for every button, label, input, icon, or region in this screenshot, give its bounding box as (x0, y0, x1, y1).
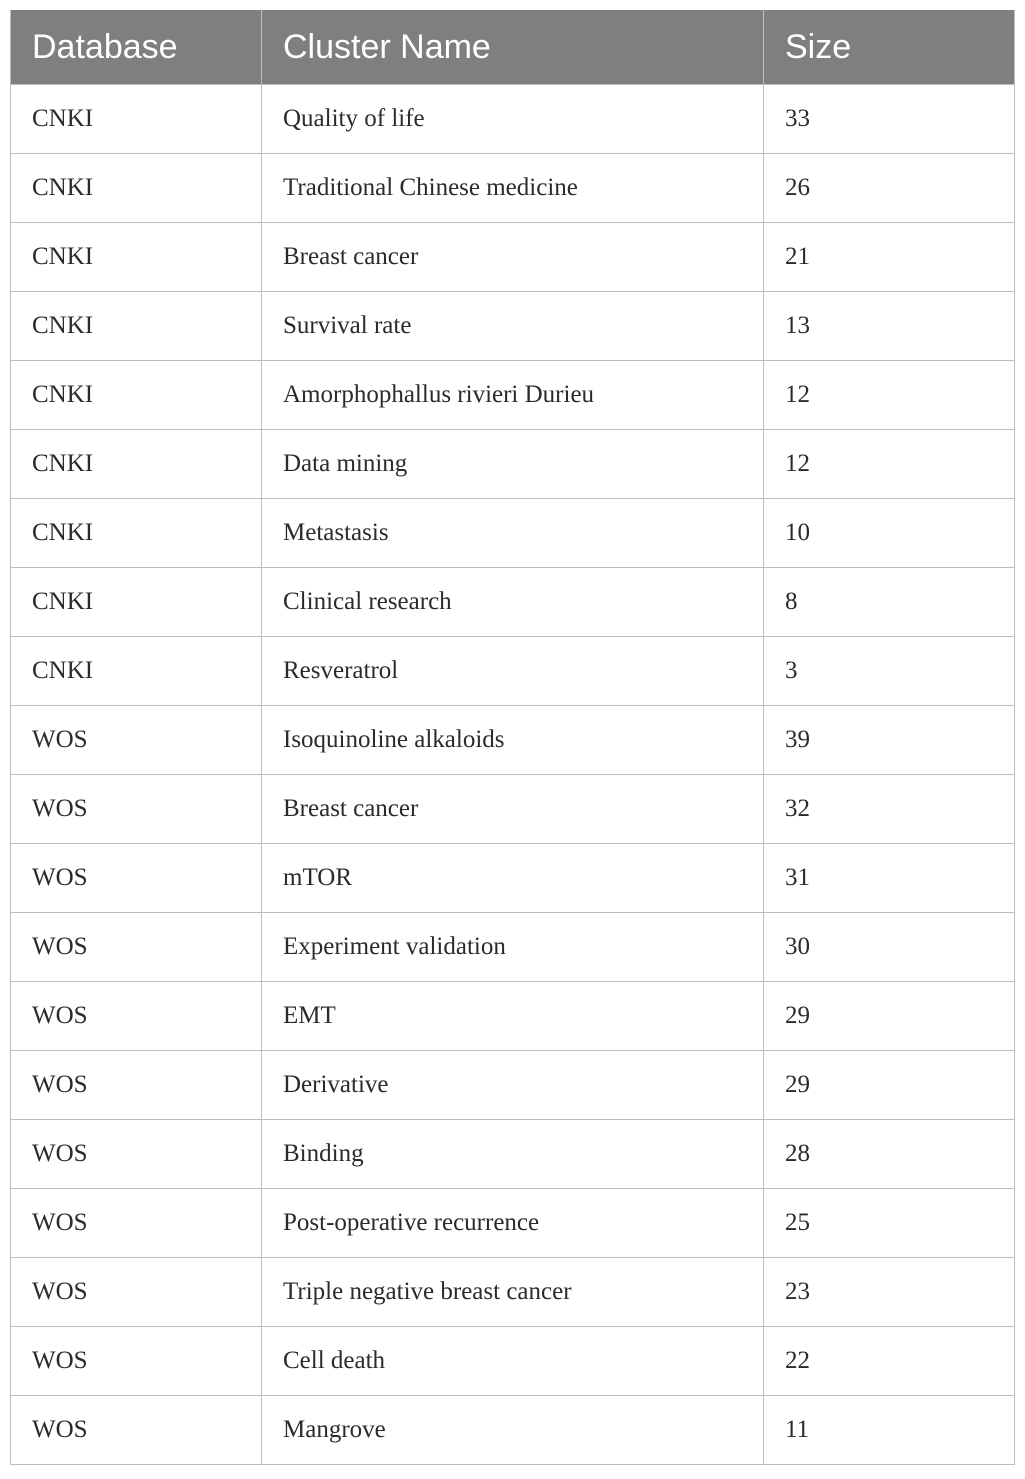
cell-cluster-name: Traditional Chinese medicine (262, 154, 764, 223)
cell-size: 30 (764, 913, 1015, 982)
cell-size: 23 (764, 1258, 1015, 1327)
cell-size: 29 (764, 982, 1015, 1051)
cell-database: WOS (11, 1396, 262, 1465)
table-row (11, 1120, 1015, 1189)
cell-cluster-name: Post-operative recurrence (262, 1189, 764, 1258)
cell-cluster-name: Derivative (262, 1051, 764, 1120)
cell-database: CNKI (11, 223, 262, 292)
header-database: Database (11, 10, 262, 85)
table-row (11, 430, 1015, 499)
cell-cluster-name: Breast cancer (262, 223, 764, 292)
cell-database: WOS (11, 1327, 262, 1396)
cell-database: WOS (11, 913, 262, 982)
cell-size: 26 (764, 154, 1015, 223)
cell-cluster-name: Binding (262, 1120, 764, 1189)
cell-cluster-name: Metastasis (262, 499, 764, 568)
table-row (11, 154, 1015, 223)
cell-size: 32 (764, 775, 1015, 844)
table-row (11, 1258, 1015, 1327)
cell-database: CNKI (11, 430, 262, 499)
table-row (11, 568, 1015, 637)
cell-cluster-name: Survival rate (262, 292, 764, 361)
cell-size: 3 (764, 637, 1015, 706)
cell-database: CNKI (11, 85, 262, 154)
cell-size: 25 (764, 1189, 1015, 1258)
header-row (11, 10, 1015, 85)
cell-database: WOS (11, 706, 262, 775)
table-row (11, 982, 1015, 1051)
table-row (11, 1396, 1015, 1465)
cell-cluster-name: EMT (262, 982, 764, 1051)
cell-cluster-name: Triple negative breast cancer (262, 1258, 764, 1327)
table-row (11, 844, 1015, 913)
table-row (11, 706, 1015, 775)
cell-cluster-name: Cell death (262, 1327, 764, 1396)
cell-database: WOS (11, 982, 262, 1051)
cell-cluster-name: Clinical research (262, 568, 764, 637)
cell-database: CNKI (11, 292, 262, 361)
table-header (11, 10, 1015, 85)
table-row (11, 1327, 1015, 1396)
cell-cluster-name: Breast cancer (262, 775, 764, 844)
cell-size: 12 (764, 430, 1015, 499)
cell-cluster-name: Mangrove (262, 1396, 764, 1465)
cell-size: 13 (764, 292, 1015, 361)
table-row (11, 292, 1015, 361)
cell-size: 31 (764, 844, 1015, 913)
header-cluster-name: Cluster Name (262, 10, 764, 85)
cell-database: WOS (11, 1120, 262, 1189)
cluster-table-container (10, 10, 1014, 1465)
cell-database: WOS (11, 1258, 262, 1327)
cell-database: CNKI (11, 568, 262, 637)
cell-cluster-name: Amorphophallus rivieri Durieu (262, 361, 764, 430)
table-row (11, 775, 1015, 844)
cell-size: 8 (764, 568, 1015, 637)
cell-cluster-name: Data mining (262, 430, 764, 499)
cell-size: 33 (764, 85, 1015, 154)
cell-size: 39 (764, 706, 1015, 775)
header-size: Size (764, 10, 1015, 85)
cell-database: CNKI (11, 361, 262, 430)
cell-size: 10 (764, 499, 1015, 568)
cell-cluster-name: mTOR (262, 844, 764, 913)
cell-size: 29 (764, 1051, 1015, 1120)
cell-size: 22 (764, 1327, 1015, 1396)
table-row (11, 913, 1015, 982)
cell-cluster-name: Experiment validation (262, 913, 764, 982)
cell-database: WOS (11, 844, 262, 913)
table-body (11, 85, 1015, 1465)
table-row (11, 85, 1015, 154)
cluster-table (10, 10, 1015, 1465)
table-row (11, 223, 1015, 292)
table-row (11, 637, 1015, 706)
cell-cluster-name: Resveratrol (262, 637, 764, 706)
table-row (11, 499, 1015, 568)
table-row (11, 1189, 1015, 1258)
cell-database: WOS (11, 775, 262, 844)
cell-size: 12 (764, 361, 1015, 430)
cell-database: CNKI (11, 154, 262, 223)
cell-database: WOS (11, 1189, 262, 1258)
cell-database: CNKI (11, 637, 262, 706)
cell-cluster-name: Isoquinoline alkaloids (262, 706, 764, 775)
cell-size: 28 (764, 1120, 1015, 1189)
table-row (11, 1051, 1015, 1120)
cell-size: 21 (764, 223, 1015, 292)
cell-database: CNKI (11, 499, 262, 568)
cell-cluster-name: Quality of life (262, 85, 764, 154)
cell-database: WOS (11, 1051, 262, 1120)
cell-size: 11 (764, 1396, 1015, 1465)
table-row (11, 361, 1015, 430)
